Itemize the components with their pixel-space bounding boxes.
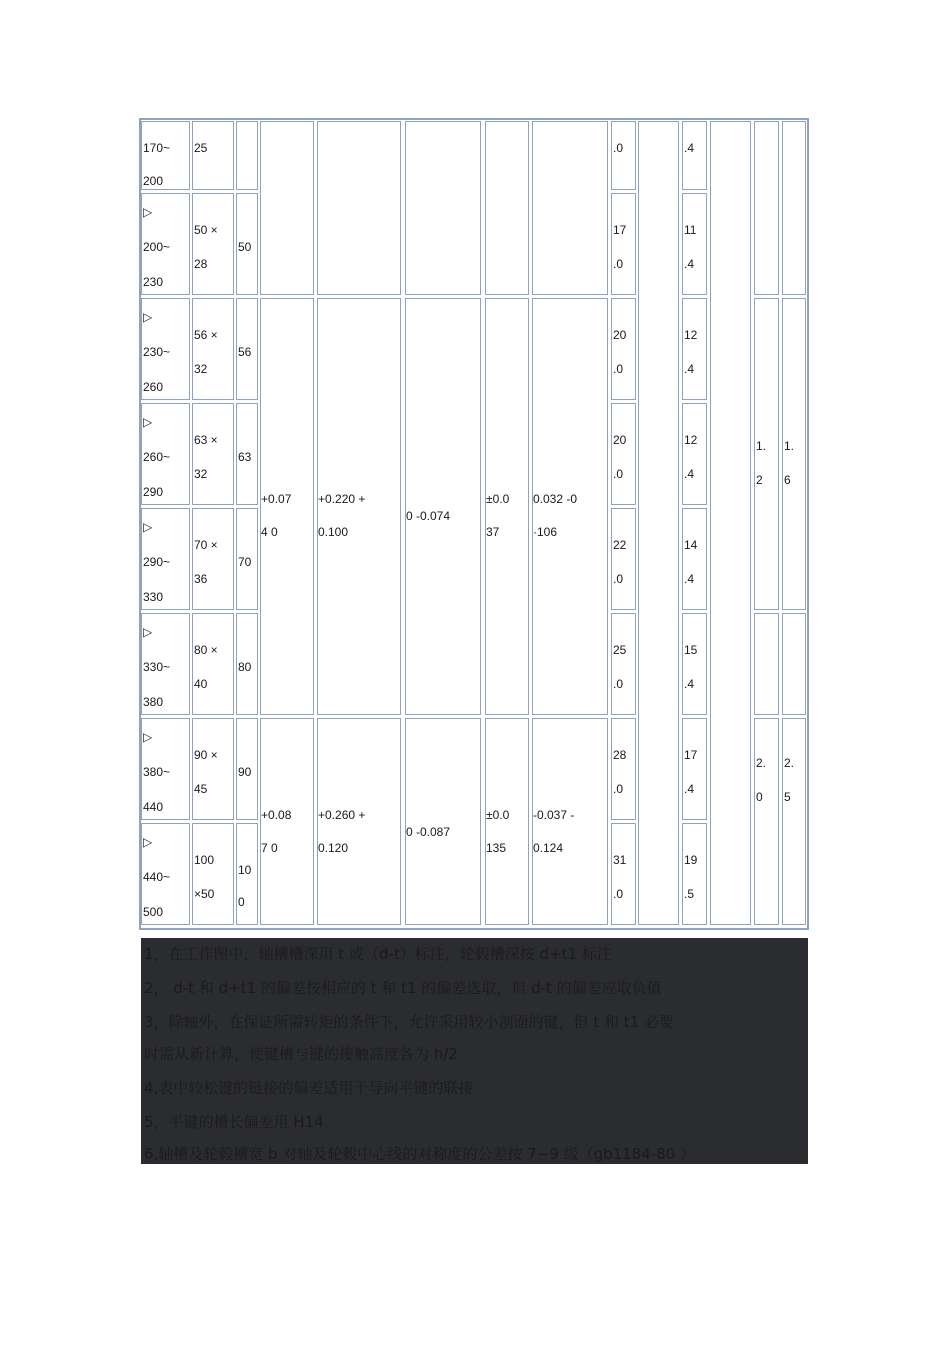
t1-depth-int: 11: [684, 223, 697, 237]
hub-tolerance-lower: 0.100: [318, 525, 349, 539]
t1-depth-cell: [682, 613, 707, 715]
diameter-from: 330~: [143, 660, 171, 674]
b-value: 90: [238, 765, 252, 779]
t1-depth-dec: .4: [684, 677, 695, 691]
hub-tolerance-lower: 0.120: [318, 841, 349, 855]
diameter-to: 260: [143, 380, 164, 394]
tolerance-cell: [485, 298, 529, 715]
radius-cell: [754, 121, 779, 295]
hub-tolerance-upper: +0.260 +: [318, 808, 366, 822]
tolerance-cell: [405, 298, 481, 715]
b-value: 56: [238, 345, 252, 359]
r-max-cont: 6: [784, 473, 791, 487]
arrow-icon: ▷: [143, 205, 153, 219]
arrow-icon: ▷: [143, 415, 153, 429]
arrow-icon: ▷: [143, 625, 153, 639]
normal-tolerance: 0 -0.074: [406, 509, 451, 523]
b-value: 10: [238, 863, 252, 877]
radius-cell: [754, 613, 779, 715]
t1-depth-int: 12: [684, 328, 698, 342]
r-max-cont: 5: [784, 790, 791, 804]
t-depth-cell: [611, 193, 636, 295]
diameter-from: 380~: [143, 765, 171, 779]
tolerance-cell: [260, 298, 314, 715]
key-size-h: 36: [194, 572, 208, 586]
key-size-b: 25: [194, 141, 208, 155]
diameter-to: 500: [143, 905, 164, 919]
key-size-cell: [192, 823, 234, 925]
arrow-icon: ▷: [143, 730, 153, 744]
r-min-cont: 0: [756, 790, 763, 804]
tolerance-cell: [485, 121, 529, 295]
t1-depth-dec: .5: [684, 887, 695, 901]
r-min: 2.: [756, 756, 767, 770]
t1-depth-dec: .4: [684, 141, 695, 155]
key-size-cell: [192, 298, 234, 400]
diameter-from: 230~: [143, 345, 171, 359]
t1-depth-int: 12: [684, 433, 698, 447]
t1-depth-int: 17: [684, 748, 698, 762]
diameter-to: 440: [143, 800, 164, 814]
key-size-b: 70 ×: [194, 538, 218, 552]
diameter-from: 440~: [143, 870, 171, 884]
note-line: 1，在工作图中，轴槽槽深用 t 或（d-t）标注，轮毂槽深按 d+t1 标注: [144, 945, 612, 963]
key-size-b: 63 ×: [194, 433, 218, 447]
key-size-h: 40: [194, 677, 208, 691]
b-value: 80: [238, 660, 252, 674]
key-size-b: 50 ×: [194, 223, 218, 237]
t-depth-cell: [611, 403, 636, 505]
js9-tolerance-cont: 135: [486, 841, 507, 855]
b-value: 70: [238, 555, 252, 569]
tolerance-cell: [405, 121, 481, 295]
shaft-tolerance-upper: +0.08: [261, 808, 292, 822]
b-cell: [236, 121, 258, 190]
t-depth-cell: [611, 613, 636, 715]
tolerance-cell: [405, 718, 481, 925]
t1-depth-dec: .4: [684, 257, 695, 271]
r-max: 2.: [784, 756, 795, 770]
t1-depth-int: 19: [684, 853, 698, 867]
hub-tolerance-upper: +0.220 +: [318, 492, 366, 506]
r-min-cont: 2: [756, 473, 763, 487]
t1-depth-cell: [682, 121, 707, 190]
t1-depth-cell: [682, 823, 707, 925]
diameter-from: 200~: [143, 240, 171, 254]
radius-cell: [754, 298, 779, 610]
note-line: 4,表中较松键的链接的偏差适用于导向平键的联接: [144, 1079, 474, 1097]
key-size-cell: [192, 193, 234, 295]
t-depth-cell: [611, 121, 636, 190]
t-depth-dec: .0: [613, 467, 624, 481]
t1-depth-dec: .4: [684, 362, 695, 376]
note-line: 3，除轴外，在保证所需转矩的条件下，允许采用较小剖面的键，但 t 和 t1 必要: [144, 1013, 674, 1031]
t1-depth-cell: [682, 298, 707, 400]
tolerance-cell: [260, 121, 314, 295]
radius-cell: [782, 121, 806, 295]
p9-tolerance: 0.032 -0: [533, 492, 578, 506]
note-line: 6,轴槽及轮毂槽宽 b 对轴及轮毂中心线的对称度的公差按 7~9 级（gb1184-80 ）: [144, 1145, 696, 1163]
tolerance-cell: [317, 121, 401, 295]
t-depth-dec: .0: [613, 677, 624, 691]
t1-depth-dec: .4: [684, 782, 695, 796]
key-size-cell: [192, 718, 234, 820]
blank-column-cell: [638, 121, 679, 925]
b-value: 50: [238, 240, 252, 254]
t-depth-dec: .0: [613, 887, 624, 901]
p9-tolerance-cont: 0.124: [533, 841, 564, 855]
key-size-h: 32: [194, 362, 208, 376]
tolerance-cell: [532, 121, 608, 295]
key-size-h: 45: [194, 782, 208, 796]
key-size-cell: [192, 403, 234, 505]
t1-depth-cell: [682, 718, 707, 820]
t1-depth-cell: [682, 193, 707, 295]
key-size-b: 100: [194, 853, 215, 867]
r-min: 1.: [756, 439, 767, 453]
note-line: 时需从新计算，使键槽与键的接触高度各为 h/2: [144, 1045, 458, 1063]
t-depth-int: 20: [613, 328, 627, 342]
t-depth-int: 28: [613, 748, 627, 762]
note-line: 2， d-t 和 d+t1 的偏差按相应的 t 和 t1 的偏差选取，但 d-t 的偏差应取负值: [144, 979, 662, 997]
t-depth-cell: [611, 298, 636, 400]
normal-tolerance: 0 -0.087: [406, 825, 451, 839]
t-depth-dec: .0: [613, 362, 624, 376]
t1-depth-int: 14: [684, 538, 698, 552]
t1-depth-dec: .4: [684, 467, 695, 481]
diameter-from: 260~: [143, 450, 171, 464]
t-depth-cell: [611, 508, 636, 610]
key-size-h: 32: [194, 467, 208, 481]
t-depth-int: 22: [613, 538, 627, 552]
key-size-b: 80 ×: [194, 643, 218, 657]
arrow-icon: ▷: [143, 835, 153, 849]
t-depth-dec: .0: [613, 782, 624, 796]
note-line: 5，平键的槽长偏差用 H14: [144, 1113, 324, 1131]
tolerance-cell: [532, 298, 608, 715]
t-depth-dec: .0: [613, 572, 624, 586]
p9-tolerance-cont: ·106: [533, 525, 558, 539]
js9-tolerance: ±0.0: [486, 808, 510, 822]
key-size-cell: [192, 613, 234, 715]
notes-block: [141, 938, 808, 1164]
key-size-cell: [192, 121, 234, 190]
diameter-to: 230: [143, 275, 164, 289]
key-size-cell: [192, 508, 234, 610]
shaft-tolerance-upper: +0.07: [261, 492, 292, 506]
key-size-h: ×50: [194, 887, 215, 901]
key-size-b: 90 ×: [194, 748, 218, 762]
diameter-from: 290~: [143, 555, 171, 569]
key-size-h: 28: [194, 257, 208, 271]
radius-cell: [754, 718, 779, 925]
shaft-tolerance-lower: 7 0: [261, 841, 278, 855]
js9-tolerance: ±0.0: [486, 492, 510, 506]
t1-depth-cell: [682, 508, 707, 610]
t1-depth-cell: [682, 403, 707, 505]
diameter-to: 380: [143, 695, 164, 709]
r-max: 1.: [784, 439, 795, 453]
t-depth-dec: .0: [613, 141, 624, 155]
arrow-icon: ▷: [143, 310, 153, 324]
t-depth-dec: .0: [613, 257, 624, 271]
t-depth-cell: [611, 718, 636, 820]
diameter-to: 200: [143, 174, 164, 188]
radius-cell: [782, 718, 806, 925]
t-depth-int: 20: [613, 433, 627, 447]
t1-depth-int: 15: [684, 643, 698, 657]
shaft-tolerance-lower: 4 0: [261, 525, 278, 539]
radius-cell: [782, 613, 806, 715]
key-size-b: 56 ×: [194, 328, 218, 342]
t-depth-int: 25: [613, 643, 627, 657]
blank-column-cell: [710, 121, 751, 925]
p9-tolerance: -0.037 -: [533, 808, 575, 822]
t-depth-cell: [611, 823, 636, 925]
b-value: 0: [238, 895, 245, 909]
t-depth-int: 31: [613, 853, 627, 867]
diameter-to: 290: [143, 485, 164, 499]
t-depth-int: 17: [613, 223, 627, 237]
arrow-icon: ▷: [143, 520, 153, 534]
diameter-from: 170~: [143, 141, 171, 155]
js9-tolerance-cont: 37: [486, 525, 500, 539]
tolerance-cell: [317, 298, 401, 715]
b-value: 63: [238, 450, 252, 464]
radius-cell: [782, 298, 806, 610]
t1-depth-dec: .4: [684, 572, 695, 586]
diameter-to: 330: [143, 590, 164, 604]
